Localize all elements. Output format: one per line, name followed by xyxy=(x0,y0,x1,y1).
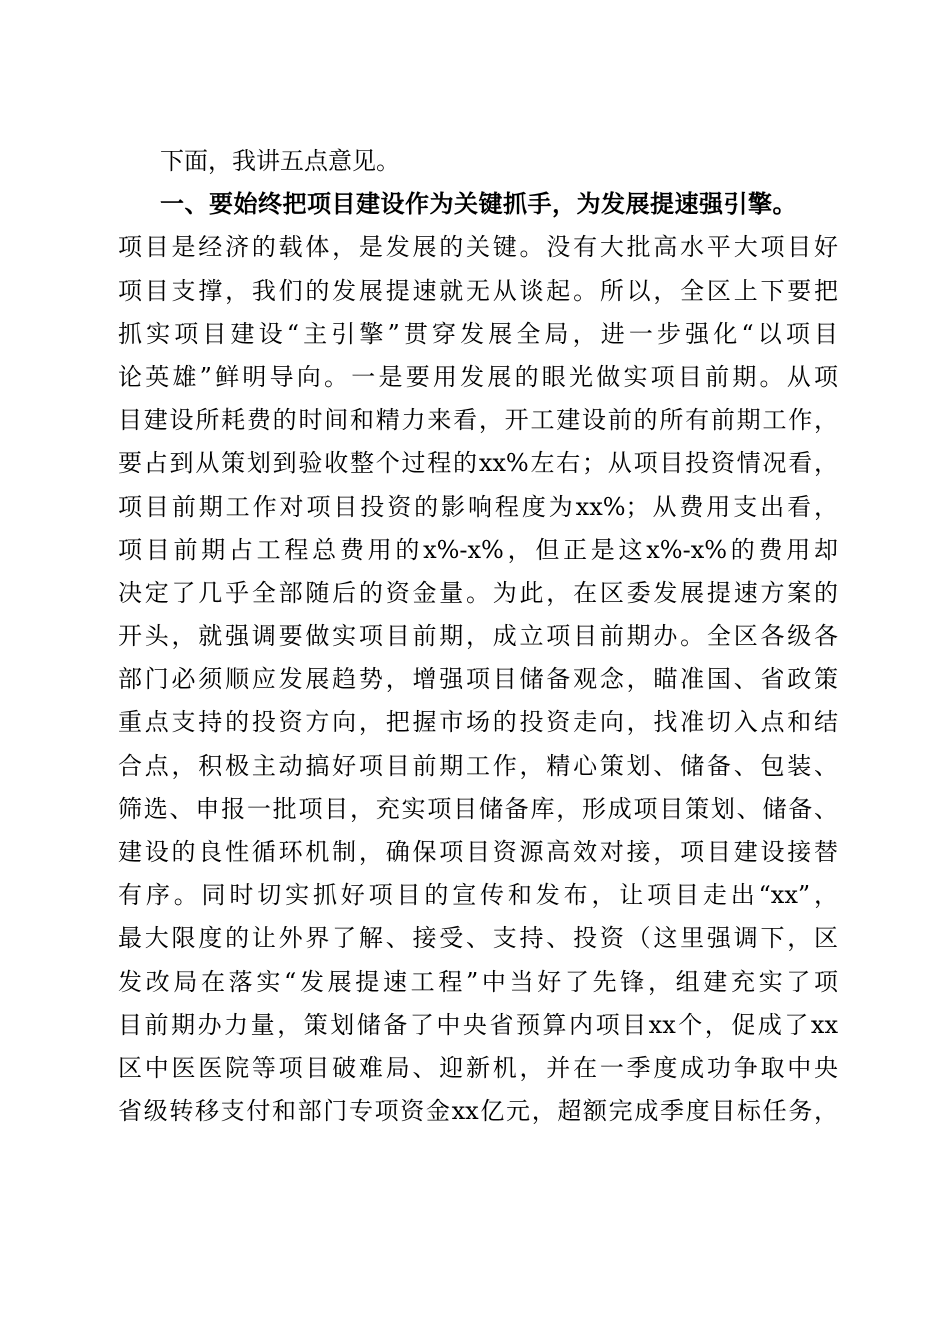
body-line: 重点支持的投资方向，把握市场的投资走向，找准切入点和结 xyxy=(118,708,838,737)
body-line: 部门必须顺应发展趋势，增强项目储备观念，瞄准国、省政策 xyxy=(118,665,838,694)
body-line: 要占到从策划到验收整个过程的xx%左右；从项目投资情况看， xyxy=(118,449,838,478)
body-line: 抓实项目建设“主引擎”贯穿发展全局，进一步强化“以项目 xyxy=(118,319,838,348)
body-line: 论英雄”鲜明导向。一是要用发展的眼光做实项目前期。从项 xyxy=(118,362,838,391)
body-line: 目建设所耗费的时间和精力来看，开工建设前的所有前期工作， xyxy=(118,406,838,435)
body-line: 最大限度的让外界了解、接受、支持、投资（这里强调下，区 xyxy=(118,924,838,953)
body-line: 项目支撑，我们的发展提速就无从谈起。所以，全区上下要把 xyxy=(118,276,838,305)
body-paragraph xyxy=(118,226,838,1133)
body-line: 合点，积极主动搞好项目前期工作，精心策划、储备、包装、 xyxy=(118,751,838,780)
body-line: 省级转移支付和部门专项资金xx亿元，超额完成季度目标任务， xyxy=(118,1097,838,1126)
document-body xyxy=(118,140,838,1133)
intro-paragraph: 下面，我讲五点意见。 xyxy=(160,147,400,175)
body-line: 目前期办力量，策划储备了中央省预算内项目xx个，促成了xx xyxy=(118,1010,838,1039)
body-line: 发改局在落实“发展提速工程”中当好了先锋，组建充实了项 xyxy=(118,967,838,996)
body-line: 项目是经济的载体，是发展的关键。没有大批高水平大项目好 xyxy=(118,233,838,262)
body-line: 项目前期占工程总费用的x%-x%，但正是这x%-x%的费用却 xyxy=(118,535,838,564)
body-line: 项目前期工作对项目投资的影响程度为xx%；从费用支出看， xyxy=(118,492,838,521)
body-line: 有序。同时切实抓好项目的宣传和发布，让项目走出“xx”， xyxy=(118,881,838,910)
section-heading: 一、要始终把项目建设作为关键抓手，为发展提速强引擎。 xyxy=(160,190,797,219)
body-line: 开头，就强调要做实项目前期，成立项目前期办。全区各级各 xyxy=(118,622,838,651)
body-line: 决定了几乎全部随后的资金量。为此，在区委发展提速方案的 xyxy=(118,578,838,607)
body-line: 建设的良性循环机制，确保项目资源高效对接，项目建设接替 xyxy=(118,838,838,866)
body-line: 筛选、申报一批项目，充实项目储备库，形成项目策划、储备、 xyxy=(118,794,838,823)
body-line: 区中医医院等项目破难局、迎新机，并在一季度成功争取中央 xyxy=(118,1053,838,1082)
